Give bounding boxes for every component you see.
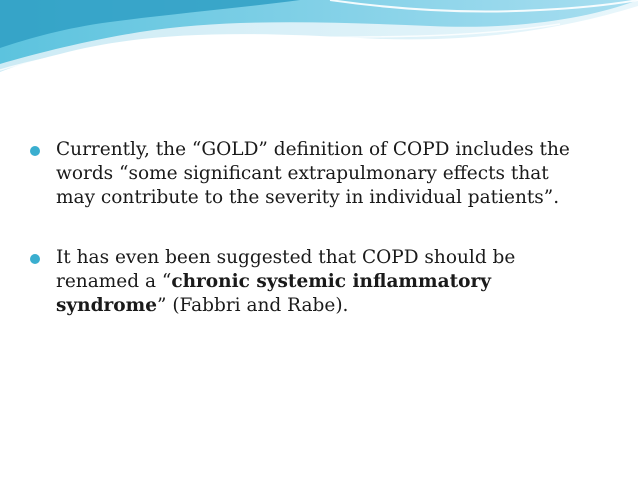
bullet-text-bold: chronic systemic inflammatory syndrome xyxy=(56,271,491,316)
bullet-text-post: ” (Fabbri and Rabe). xyxy=(156,295,349,316)
bullet-dot-icon xyxy=(30,146,40,156)
bullet-text-pre: It has even been suggested that COPD should be renamed a “ xyxy=(56,247,516,292)
bullet-item-rename-suggestion xyxy=(24,246,584,318)
bullet-dot-icon xyxy=(30,254,40,264)
bullet-list xyxy=(24,138,584,354)
bullet-text: Currently, the “GOLD” definition of COPD includes the words “some significant extrapulmonary effects that may contribute to the severity in individual patients”. xyxy=(56,139,570,208)
decorative-wave-header xyxy=(0,0,638,80)
bullet-item-gold-definition xyxy=(24,138,584,210)
